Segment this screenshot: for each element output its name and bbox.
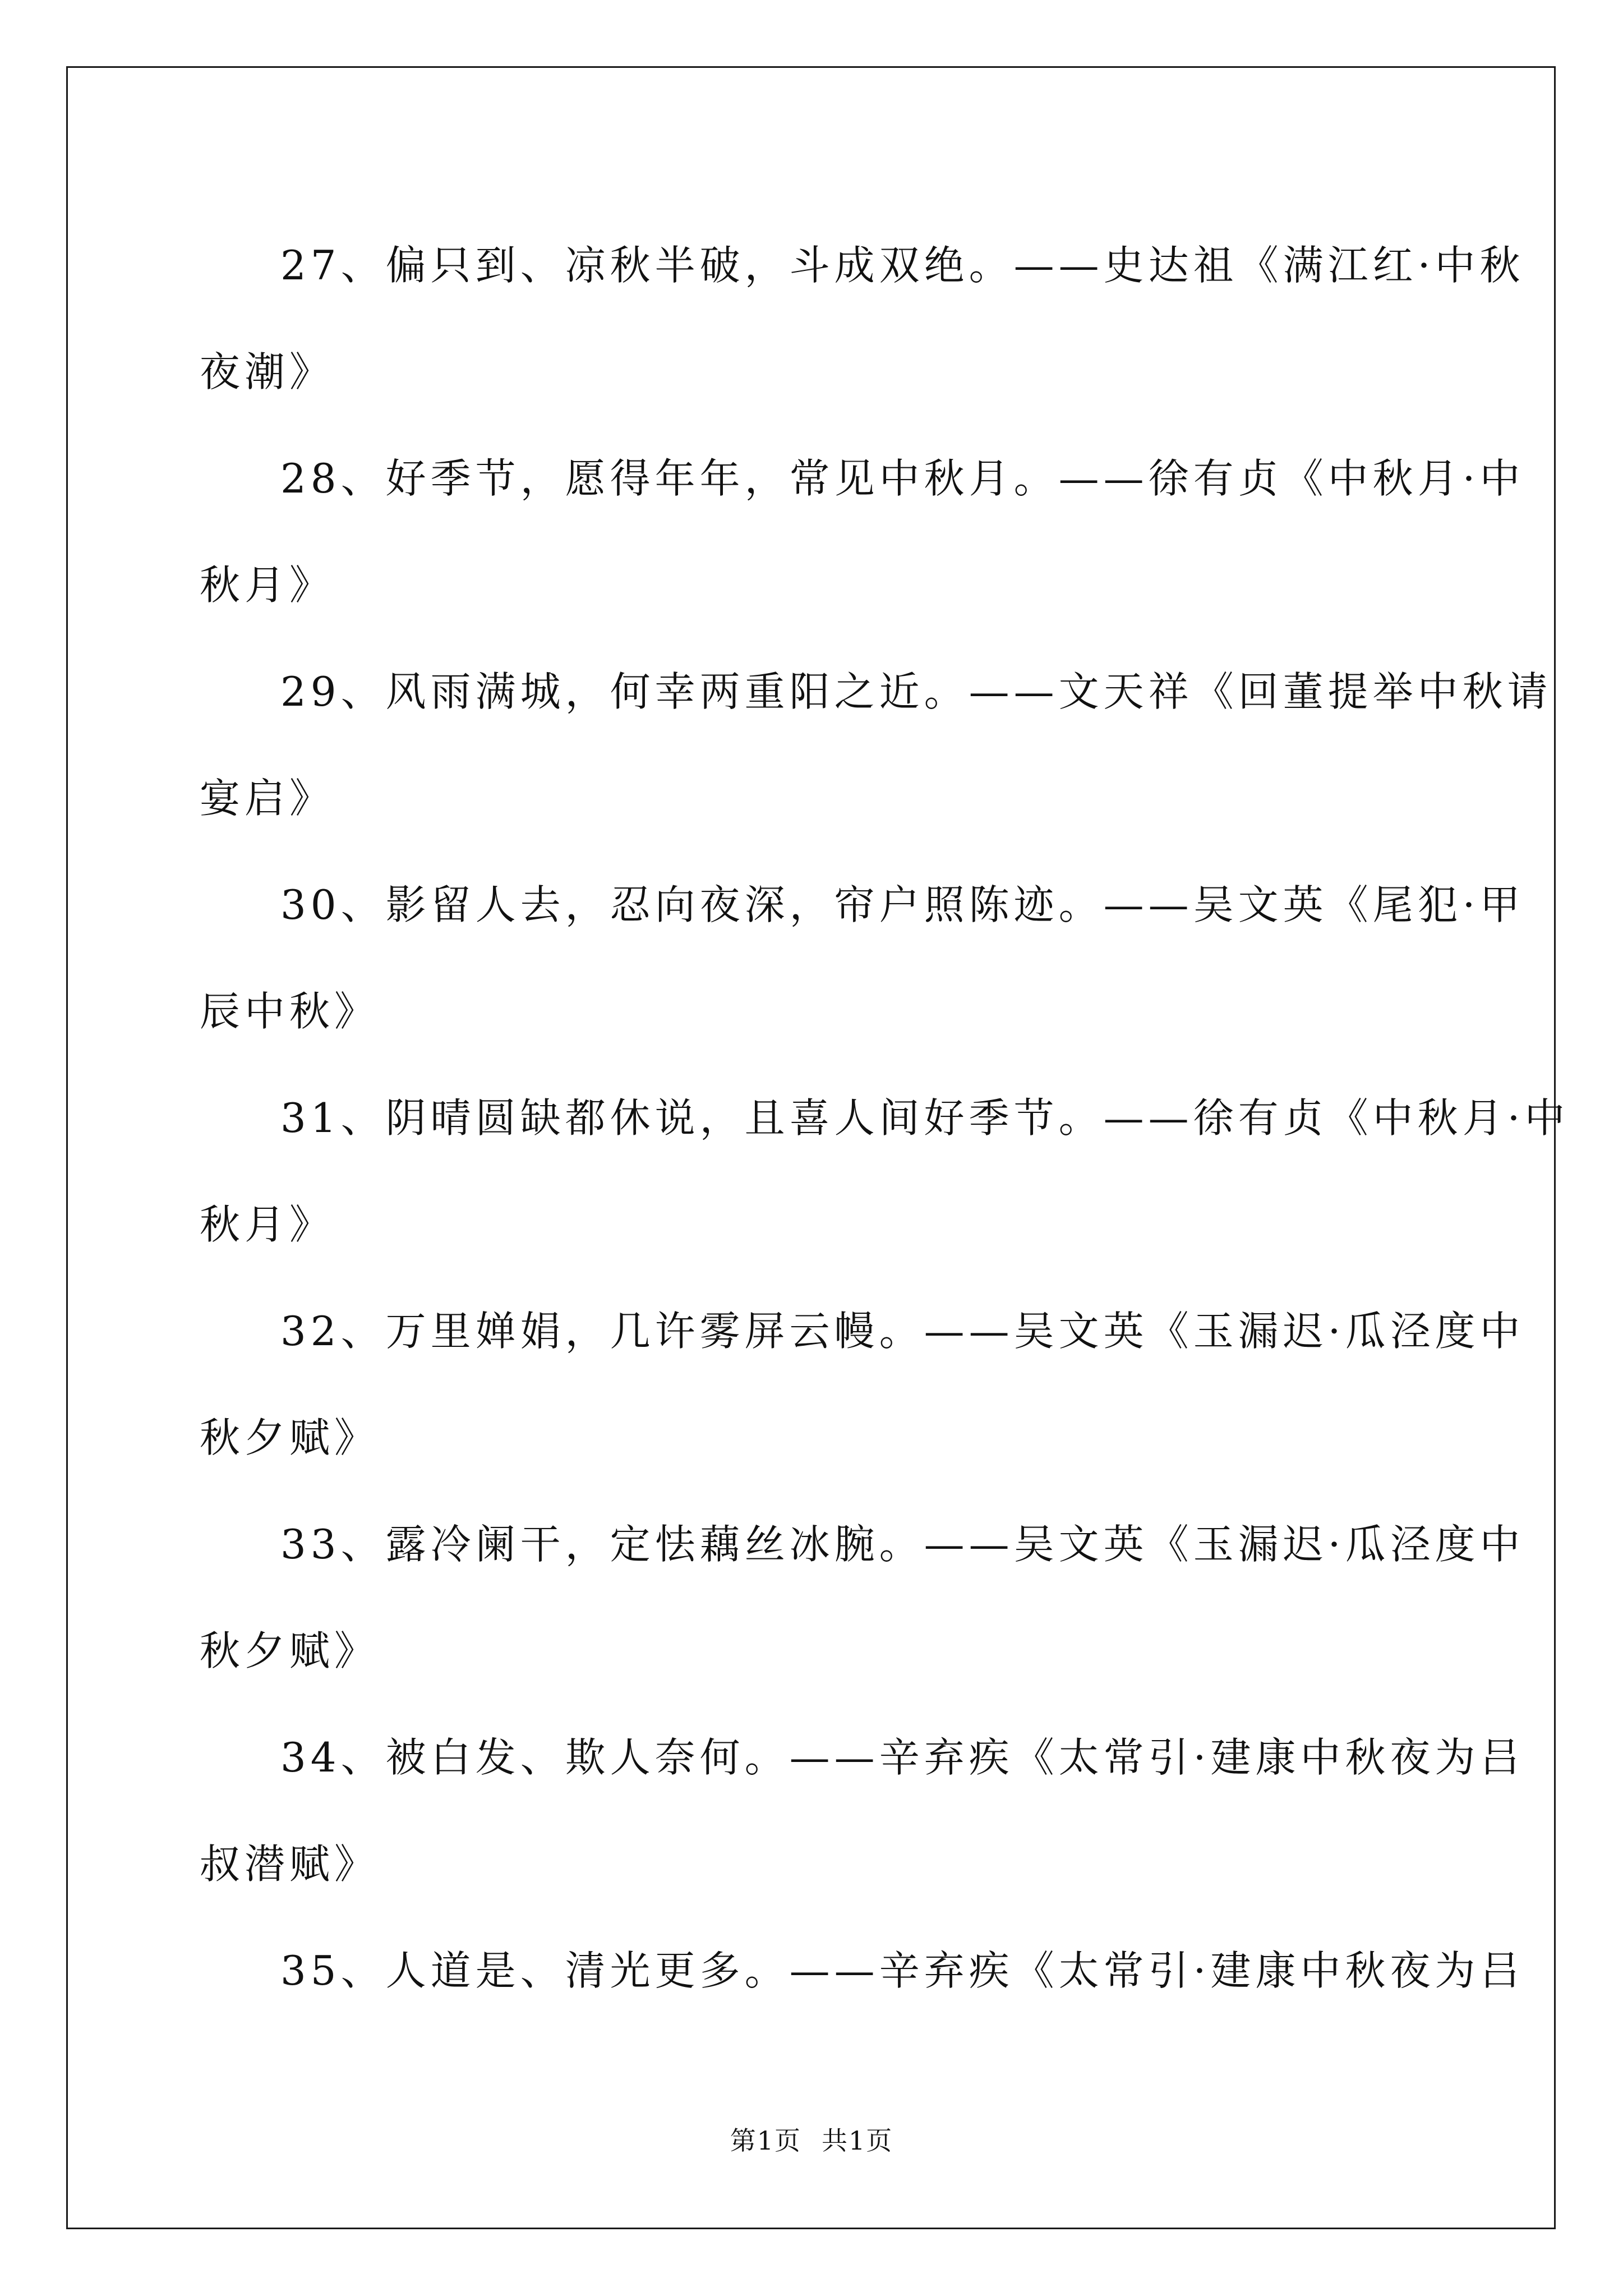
paragraph-line-1: 28、好季节，愿得年年，常见中秋月。——徐有贞《中秋月·中: [280, 455, 1525, 502]
paragraph-line-2: 秋夕赋》: [200, 1627, 380, 1674]
paragraph-line-1: 34、被白发、欺人奈何。——辛弃疾《太常引·建康中秋夜为吕: [280, 1734, 1525, 1781]
paragraph-line-2: 宴启》: [200, 775, 335, 822]
paragraph-line-2: 夜潮》: [200, 348, 335, 395]
paragraph: [200, 638, 1552, 852]
paragraph-line-2: 秋月》: [200, 1201, 335, 1248]
paragraph-line-2: 辰中秋》: [200, 988, 380, 1035]
paragraph: [200, 212, 1525, 425]
paragraph: [200, 1065, 1570, 1278]
paragraph: [200, 1704, 1525, 1917]
paragraph: [200, 852, 1525, 1065]
paragraph: [200, 1917, 1525, 2024]
paragraph-line-1: 32、万里婵娟，几许雾屏云幔。——吴文英《玉漏迟·瓜泾度中: [280, 1308, 1525, 1355]
paragraph: [200, 1278, 1525, 1491]
page-number-current: 第1页: [730, 2125, 801, 2156]
paragraph-line-1: 30、影留人去，忍向夜深，帘户照陈迹。——吴文英《尾犯·甲: [280, 881, 1525, 928]
paragraph-line-1: 33、露冷阑干，定怯藕丝冰腕。——吴文英《玉漏迟·瓜泾度中: [280, 1521, 1525, 1568]
paragraph-line-2: 叔潜赋》: [200, 1841, 380, 1888]
paragraph-line-2: 秋月》: [200, 562, 335, 609]
paragraph-line-1: 27、偏只到、凉秋半破，斗成双绝。——史达祖《满江红·中秋: [280, 242, 1525, 289]
paragraph-line-1: 29、风雨满城，何幸两重阳之近。——文天祥《回董提举中秋请: [280, 668, 1552, 715]
paragraph: [200, 425, 1525, 638]
page-footer: [0, 2120, 1623, 2157]
page-number-total: 共1页: [822, 2125, 893, 2156]
paragraph-line-1: 35、人道是、清光更多。——辛弃疾《太常引·建康中秋夜为吕: [280, 1947, 1525, 1994]
paragraph-line-1: 31、阴晴圆缺都休说，且喜人间好季节。——徐有贞《中秋月·中: [280, 1094, 1570, 1142]
paragraph-line-2: 秋夕赋》: [200, 1414, 380, 1461]
paragraph: [200, 1491, 1525, 1704]
